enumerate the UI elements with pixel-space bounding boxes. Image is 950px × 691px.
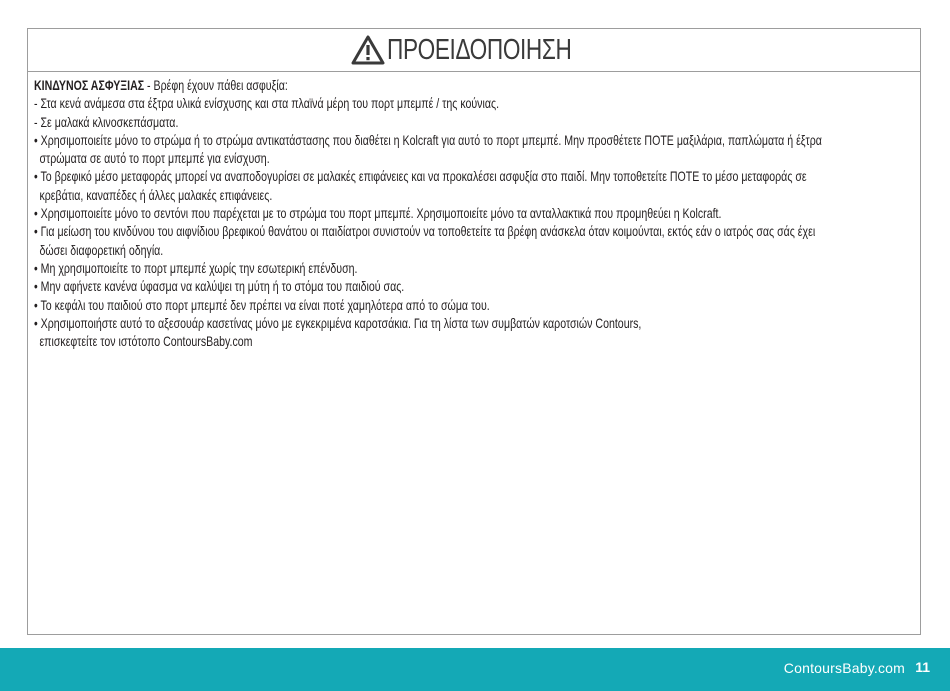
warning-line-continued: επισκεφτείτε τον ιστότοπο ContoursBaby.com bbox=[39, 334, 253, 350]
hazard-label: ΚΙΝΔΥΝΟΣ ΑΣΦΥΞΙΑΣ bbox=[34, 78, 145, 93]
warning-line: • Το κεφάλι του παιδιού στο πορτ μπεμπέ δεν πρέπει να είναι ποτέ χαμηλότερα από το σώμα του. bbox=[34, 297, 490, 313]
warning-header bbox=[28, 29, 920, 72]
page-number: 11 bbox=[915, 659, 930, 675]
warning-line: • Χρησιμοποιήστε αυτό το αξεσουάρ κασετίνας μόνο με εγκεκριμένα καροτσάκια. Για τη λίστα των συμβατών καροτσιών Contours, bbox=[34, 315, 642, 331]
warning-line-continued: κρεβάτια, καναπέδες ή άλλες μαλακές επιφάνειες. bbox=[39, 187, 273, 203]
warning-line: • Χρησιμοποιείτε μόνο το στρώμα ή το στρώμα αντικατάστασης που διαθέτει η Kolcraft για αυτό το πορτ μπεμπέ. Μην προσθέτετε ΠΟΤΕ μαξιλάρια, παπλώματα ή έξτρα bbox=[34, 132, 822, 148]
warning-line: • Χρησιμοποιείτε μόνο το σεντόνι που παρέχεται με το στρώμα του πορτ μπεμπέ. Χρησιμοποιείτε μόνο τα ανταλλακτικά που προμηθεύει η Kolcraft. bbox=[34, 206, 722, 222]
warning-title: ΠΡΟΕΙΔΟΠΟΙΗΣΗ bbox=[387, 33, 572, 66]
warning-line: - Σε μαλακά κλινοσκεπάσματα. bbox=[34, 114, 179, 130]
warning-line: • Το βρεφικό μέσο μεταφοράς μπορεί να αναποδογυρίσει σε μαλακές επιφάνειες και να προκαλέσει ασφυξία στο παιδί. Μην τοποθετείτε ΠΟΤΕ το μέσο μεταφοράς σε bbox=[34, 169, 807, 185]
warning-line: - Στα κενά ανάμεσα στα έξτρα υλικά ενίσχυσης και στα πλαϊνά μέρη του πορτ μπεμπέ / της κούνιας. bbox=[34, 96, 500, 112]
warning-box bbox=[27, 28, 921, 635]
hazard-intro-text: - Βρέφη έχουν πάθει ασφυξία: bbox=[144, 78, 288, 93]
footer-website: ContoursBaby.com bbox=[783, 660, 905, 676]
warning-line-continued: δώσει διαφορετική οδηγία. bbox=[39, 242, 164, 258]
warning-line: • Για μείωση του κινδύνου του αιφνίδιου βρεφικού θανάτου οι παιδίατροι συνιστούν να τοποθετείτε τα βρέφη ανάσκελα όταν κοιμούνται, εκτός εάν ο ιατρός σας σάς έχει bbox=[34, 224, 816, 240]
warning-line: • Μη χρησιμοποιείτε το πορτ μπεμπέ χωρίς την εσωτερική επένδυση. bbox=[34, 260, 358, 276]
warning-line-continued: στρώματα σε αυτό το πορτ μπεμπέ για ενίσχυση. bbox=[39, 151, 270, 167]
warning-intro bbox=[34, 77, 915, 95]
footer-bar bbox=[0, 648, 950, 691]
warning-body bbox=[28, 72, 920, 351]
warning-line: • Μην αφήνετε κανένα ύφασμα να καλύψει τη μύτη ή το στόμα του παιδιού σας. bbox=[34, 279, 405, 295]
warning-triangle-icon bbox=[351, 35, 385, 65]
